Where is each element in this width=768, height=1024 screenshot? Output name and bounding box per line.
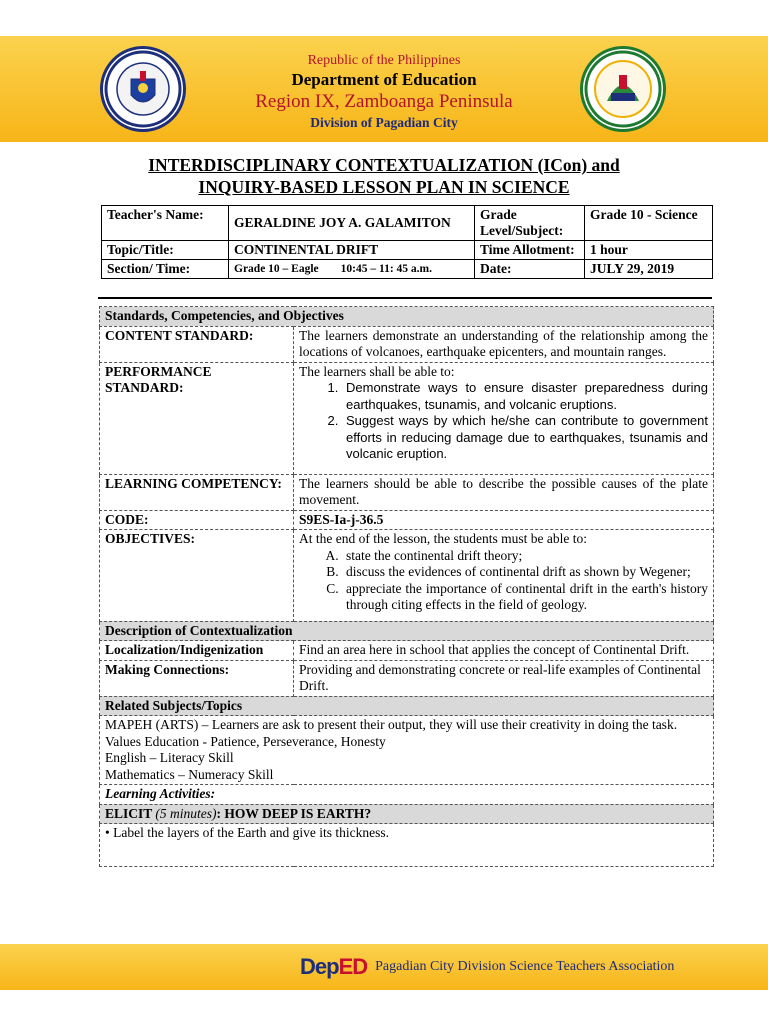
- performance-standard-label: [100, 362, 294, 474]
- teacher-label: Teacher's Name:: [102, 206, 229, 241]
- lesson-info-table: [101, 205, 713, 279]
- time-allotment-value: 1 hour: [585, 241, 713, 260]
- objectives-cell: [294, 530, 714, 622]
- learning-competency-label: LEARNING COMPETENCY:: [100, 474, 294, 510]
- english-line: English – Literacy Skill: [105, 750, 234, 765]
- making-connections-label: Making Connections:: [100, 660, 294, 696]
- content-standard-label: CONTENT STANDARD:: [100, 326, 294, 362]
- grade-label: Grade Level/Subject:: [475, 206, 585, 241]
- region-text: Region IX, Zamboanga Peninsula: [255, 91, 513, 112]
- elicit-minutes: (5 minutes): [155, 805, 217, 821]
- elicit-header: ELICIT (5 minutes): HOW DEEP IS EARTH?: [100, 804, 714, 824]
- list-item: 2. Suggest ways by which he/she can contribute to government efforts in reducing damage due to earthquakes, tsunamis and volcanic eruption.: [342, 413, 708, 463]
- making-connections-text: Providing and demonstrating concrete or real-life examples of Continental Drift.: [294, 660, 714, 696]
- divider-rule: [98, 297, 712, 299]
- logo-text-dep: Dep: [300, 954, 339, 979]
- code-label: CODE:: [100, 510, 294, 530]
- section-value: [229, 260, 475, 279]
- mapeh-label: MAPEH (ARTS): [105, 717, 199, 732]
- document-title: [0, 154, 768, 198]
- title-line-2: INQUIRY-BASED LESSON PLAN IN SCIENCE: [198, 177, 570, 197]
- related-subjects-cell: [100, 716, 714, 785]
- division-text: Division of Pagadian City: [310, 115, 458, 130]
- lesson-plan-table: [99, 306, 714, 867]
- list-item: B. discuss the evidences of continental drift as shown by Wegener;: [342, 564, 708, 581]
- logo-text-ed: ED: [338, 954, 368, 979]
- section-time: 10:45 – 11: 45 a.m.: [340, 263, 433, 275]
- section-header-related-subjects: Related Subjects/Topics: [100, 696, 714, 716]
- elicit-label: ELICIT: [105, 805, 153, 821]
- section-name: Grade 10 – Eagle: [234, 263, 319, 275]
- letterhead: [0, 52, 768, 132]
- elicit-body: [100, 824, 714, 867]
- association-name: Pagadian City Division Science Teachers Association: [375, 959, 675, 974]
- objectives-intro: At the end of the lesson, the students must be able to:: [299, 531, 587, 546]
- section-header-contextualization: Description of Contextualization: [100, 621, 714, 641]
- list-item: C. appreciate the importance of continental drift in the earth's history through citing effects in the field of geology.: [342, 581, 708, 614]
- date-value: JULY 29, 2019: [585, 260, 713, 279]
- elicit-title: HOW DEEP IS EARTH?: [224, 805, 372, 821]
- content-standard-text: The learners demonstrate an understanding of the relationship among the locations of volcanoes, earthquake epicenters, and mountain ranges.: [294, 326, 714, 362]
- mapeh-line: [105, 717, 708, 734]
- performance-list: [299, 380, 708, 463]
- footer: [300, 952, 674, 982]
- performance-label-line-2: STANDARD:: [105, 380, 184, 395]
- code-value: S9ES-Ia-j-36.5: [294, 510, 714, 530]
- title-line-1: INTERDISCIPLINARY CONTEXTUALIZATION (ICon) and: [148, 155, 620, 175]
- section-header-standards: Standards, Competencies, and Objectives: [100, 307, 714, 327]
- learning-activities-label: Learning Activities:: [100, 785, 714, 805]
- performance-standard-cell: [294, 362, 714, 474]
- performance-label-line-1: PERFORMANCE: [105, 363, 212, 379]
- teacher-value: GERALDINE JOY A. GALAMITON: [229, 206, 475, 241]
- objectives-label: OBJECTIVES:: [100, 530, 294, 622]
- math-line: Mathematics – Numeracy Skill: [105, 766, 274, 782]
- department-text: Department of Education: [291, 70, 477, 89]
- topic-value: CONTINENTAL DRIFT: [229, 241, 475, 260]
- time-allotment-label: Time Allotment:: [475, 241, 585, 260]
- localization-text: Find an area here in school that applies the concept of Continental Drift.: [294, 641, 714, 661]
- performance-intro: The learners shall be able to:: [299, 363, 455, 379]
- section-label: Section/ Time:: [102, 260, 229, 279]
- deped-logo-icon: [300, 954, 367, 980]
- date-label: Date:: [475, 260, 585, 279]
- grade-value: Grade 10 - Science: [585, 206, 713, 241]
- republic-text: Republic of the Philippines: [307, 53, 461, 68]
- objectives-list: [299, 548, 708, 614]
- learning-competency-text: The learners should be able to describe the possible causes of the plate movement.: [294, 474, 714, 510]
- topic-label: Topic/Title:: [102, 241, 229, 260]
- mapeh-text: – Learners are ask to present their output, they will use their creativity in doing the task.: [198, 717, 678, 732]
- list-item: 1. Demonstrate ways to ensure disaster preparedness during earthquakes, tsunamis, and volcanic eruptions.: [342, 380, 708, 413]
- elicit-bullet: • Label the layers of the Earth and give its thickness.: [105, 825, 390, 840]
- list-item: A. state the continental drift theory;: [342, 548, 708, 565]
- values-line: Values Education - Patience, Perseverance, Honesty: [105, 733, 386, 749]
- localization-label: Localization/Indigenization: [100, 641, 294, 661]
